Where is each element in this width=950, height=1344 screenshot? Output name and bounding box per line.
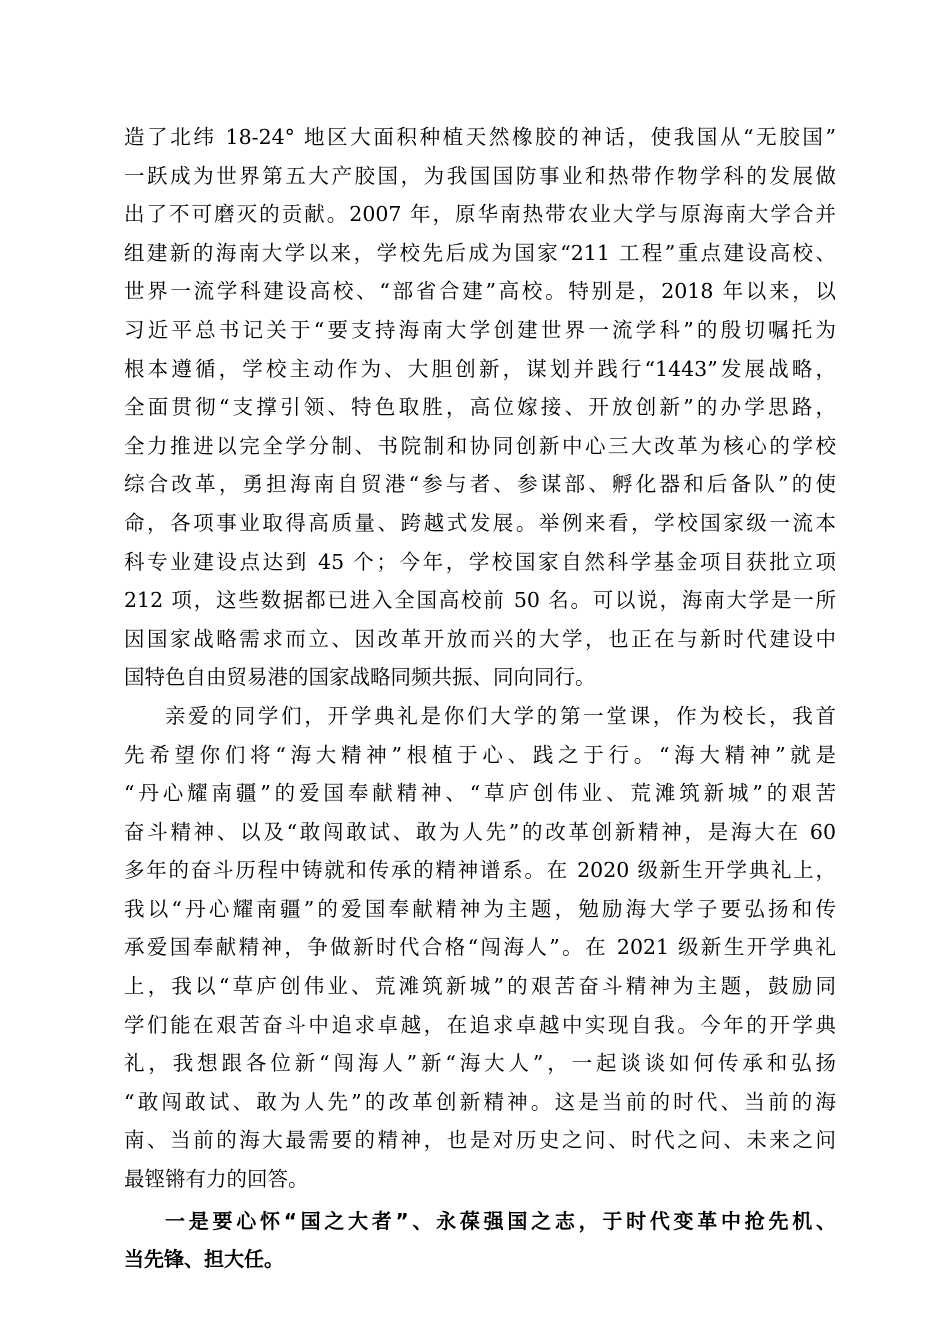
text-line: 学们能在艰苦奋斗中追求卓越，在追求卓越中实现自我。今年的开学典 <box>124 1012 836 1037</box>
section-heading <box>124 1202 836 1279</box>
text-line: 全面贯彻“支撑引领、特色取胜，高位嫁接、开放创新”的办学思路， <box>124 395 836 420</box>
text-line: 上，我以“草庐创伟业、荒滩筑新城”的艰苦奋斗精神为主题，鼓励同 <box>124 974 836 999</box>
text-line: 造了北纬 18-24° 地区大面积种植天然橡胶的神话，使我国从“无胶国” <box>124 125 836 149</box>
text-line: 国特色自由贸易港的国家战略同频共振、同向同行。 <box>124 665 596 690</box>
text-line: 先希望你们将“海大精神”根植于心、践之于行。“海大精神”就是 <box>124 742 836 767</box>
heading-line: 当先锋、担大任。 <box>124 1247 284 1272</box>
text-line: “丹心耀南疆”的爱国奉献精神、“草庐创伟业、荒滩筑新城”的艰苦 <box>124 781 836 806</box>
text-line: 命，各项事业取得高质量、跨越式发展。举例来看，学校国家级一流本 <box>124 510 836 535</box>
text-line: 综合改革，勇担海南自贸港“参与者、参谋部、孵化器和后备队”的使 <box>124 472 836 497</box>
text-line: 南、当前的海大最需要的精神，也是对历史之问、时代之问、未来之问 <box>124 1128 836 1153</box>
text-line: 习近平总书记关于“要支持海南大学创建世界一流学科”的殷切嘱托为 <box>124 317 836 342</box>
text-line: 我以“丹心耀南疆”的爱国奉献精神为主题，勉励海大学子要弘扬和传 <box>124 896 836 921</box>
text-line: 根本遵循，学校主动作为、大胆创新，谋划并践行“1443”发展战略， <box>124 356 836 381</box>
text-line: 组建新的海南大学以来，学校先后成为国家“211 工程”重点建设高校、 <box>124 240 836 265</box>
text-line: 一跃成为世界第五大产胶国，为我国国防事业和热带作物学科的发展做 <box>124 163 836 188</box>
text-line: “敢闯敢试、敢为人先”的改革创新精神。这是当前的时代、当前的海 <box>124 1089 836 1114</box>
text-line: 科专业建设点达到 45 个；今年，学校国家自然科学基金项目获批立项 <box>124 549 836 574</box>
text-line: 世界一流学科建设高校、“部省合建”高校。特别是，2018 年以来，以 <box>124 279 836 304</box>
text-line: 礼，我想跟各位新“闯海人”新“海大人”，一起谈谈如何传承和弘扬 <box>124 1051 836 1076</box>
text-line: 212 项，这些数据都已进入全国高校前 50 名。可以说，海南大学是一所 <box>124 588 836 613</box>
text-line: 奋斗精神、以及“敢闯敢试、敢为人先”的改革创新精神，是海大在 60 <box>124 819 836 844</box>
text-line: 多年的奋斗历程中铸就和传承的精神谱系。在 2020 级新生开学典礼上， <box>124 858 836 883</box>
paragraph-spirit <box>124 697 836 1199</box>
text-line: 承爱国奉献精神，争做新时代合格“闯海人”。在 2021 级新生开学典礼 <box>124 935 836 960</box>
heading-line: 一是要心怀“国之大者”、永葆强国之志，于时代变革中抢先机、 <box>165 1208 836 1233</box>
text-line: 出了不可磨灭的贡献。2007 年，原华南热带农业大学与原海南大学合并 <box>124 202 836 227</box>
text-line: 亲爱的同学们，开学典礼是你们大学的第一堂课，作为校长，我首 <box>165 703 836 728</box>
text-line: 因国家战略需求而立、因改革开放而兴的大学，也正在与新时代建设中 <box>124 626 836 651</box>
text-line: 最铿锵有力的回答。 <box>124 1167 309 1192</box>
document-page <box>124 118 836 1279</box>
paragraph-history <box>124 118 836 697</box>
text-line: 全力推进以完全学分制、书院制和协同创新中心三大改革为核心的学校 <box>124 433 836 458</box>
